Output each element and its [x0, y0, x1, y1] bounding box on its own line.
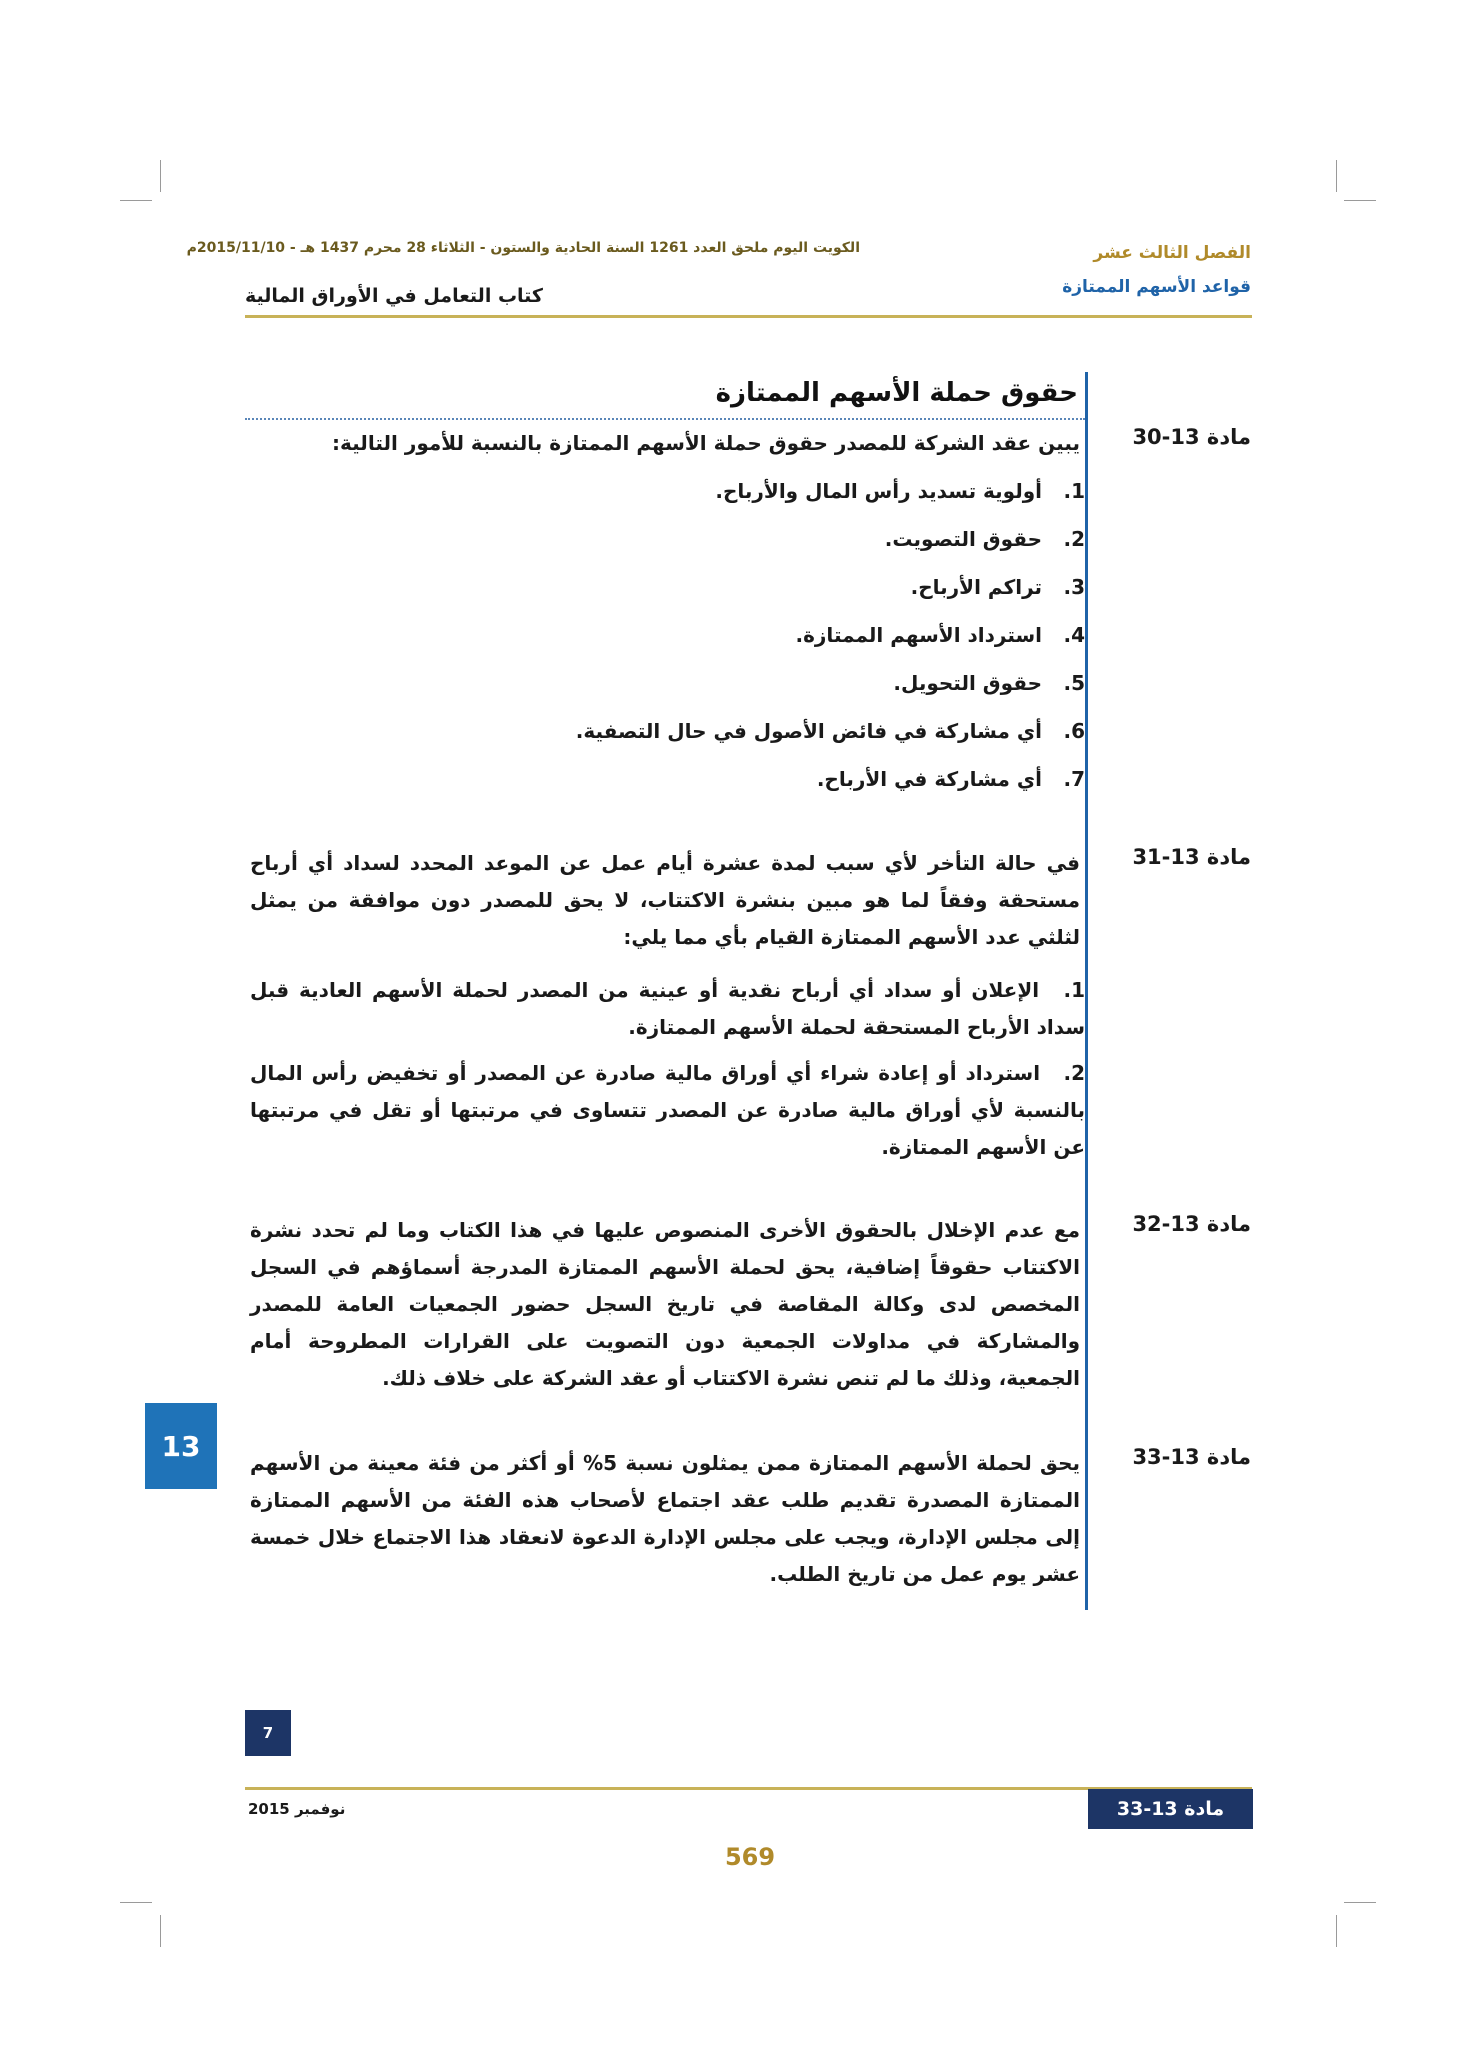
list-item-text: الإعلان أو سداد أي أرباح نقدية أو عينية من المصدر لحملة الأسهم العادية قبل سداد الأرباح المستحقة لحملة الأسهم الممتازة. — [250, 978, 1085, 1039]
list-item-number: 1. — [1063, 978, 1086, 1002]
list-item-number: 3. — [1063, 575, 1085, 599]
crop-mark — [1336, 160, 1337, 192]
article-label: مادة 13-33 — [1132, 1445, 1251, 1469]
list-item-text: حقوق التحويل. — [893, 671, 1043, 695]
page-number: 569 — [724, 1843, 776, 1871]
list-item — [250, 1055, 1085, 1166]
section-title: حقوق حملة الأسهم الممتازة — [715, 378, 1078, 408]
list-item — [250, 665, 1085, 702]
article-intro: في حالة التأخر لأي سبب لمدة عشرة أيام عمل عن الموعد المحدد لسداد أي أرباح مستحقة وفقاً لما هو مبين بنشرة الاكتتاب، لا يحق للمصدر دون موافقة من يمثل لثلثي عدد الأسهم الممتازة القيام بأي مما يلي: — [250, 851, 1080, 949]
crop-mark — [120, 1902, 152, 1903]
section-divider — [245, 418, 1085, 420]
list-item-text: حقوق التصويت. — [884, 527, 1043, 551]
footer-article-range: مادة 13-33 — [1088, 1789, 1253, 1829]
article-label: مادة 13-31 — [1132, 845, 1251, 869]
list-item-number: 2. — [1063, 1061, 1085, 1085]
list-item-number: 6. — [1063, 719, 1085, 743]
list-item — [250, 761, 1085, 798]
crop-mark — [1336, 1915, 1337, 1947]
list-item-number: 2. — [1063, 527, 1085, 551]
article-intro: يحق لحملة الأسهم الممتازة ممن يمثلون نسبة 5% أو أكثر من فئة معينة من الأسهم الممتازة المصدرة تقديم طلب عقد اجتماع لأصحاب هذه الفئة من الأسهم الممتازة إلى مجلس الإدارة، ويجب على مجلس الإدارة الدعوة لانعقاد هذا الاجتماع خلال خمسة عشر يوم عمل من تاريخ الطلب. — [250, 1451, 1080, 1586]
gazette-meta: الكويت اليوم ملحق العدد 1261 السنة الحادية والستون - الثلاثاء 28 محرم 1437 هـ - 2015/11/10م — [186, 240, 860, 256]
list-item-text: أي مشاركة في الأرباح. — [816, 767, 1043, 791]
list-item-text: استرداد أو إعادة شراء أي أوراق مالية صادرة عن المصدر أو تخفيض رأس المال بالنسبة لأي أوراق مالية صادرة عن المصدر تتساوى في مرتبتها أو تقل في مرتبتها عن الأسهم الممتازة. — [250, 1061, 1085, 1159]
list-item-text: أولوية تسديد رأس المال والأرباح. — [715, 479, 1043, 503]
crop-mark — [1344, 200, 1376, 201]
list-item-number: 1. — [1063, 479, 1085, 503]
list-item — [250, 521, 1085, 558]
list-item-number: 7. — [1063, 767, 1085, 791]
article-label: مادة 13-30 — [1132, 425, 1251, 449]
list-item-text: أي مشاركة في فائض الأصول في حال التصفية. — [575, 719, 1043, 743]
list-item — [250, 569, 1085, 606]
list-item — [250, 713, 1085, 750]
header-rule — [245, 315, 1252, 318]
footer-date: نوفمبر 2015 — [248, 1800, 346, 1818]
book-title: كتاب التعامل في الأوراق المالية — [245, 285, 543, 307]
page-box: 7 — [245, 1710, 291, 1756]
chapter-side-tab: 13 — [145, 1403, 217, 1489]
article-label: مادة 13-32 — [1132, 1212, 1251, 1236]
crop-mark — [160, 1915, 161, 1947]
list-item-text: تراكم الأرباح. — [910, 575, 1043, 599]
chapter-number: الفصل الثالث عشر — [1093, 243, 1251, 263]
crop-mark — [160, 160, 161, 192]
list-item — [250, 617, 1085, 654]
list-item-number: 4. — [1063, 623, 1085, 647]
crop-mark — [120, 200, 152, 201]
article-intro: يبين عقد الشركة للمصدر حقوق حملة الأسهم الممتازة بالنسبة للأمور التالية: — [332, 431, 1080, 455]
list-item-text: استرداد الأسهم الممتازة. — [795, 623, 1043, 647]
list-item — [250, 473, 1085, 510]
list-item-number: 5. — [1063, 671, 1085, 695]
article-intro: مع عدم الإخلال بالحقوق الأخرى المنصوص عليها في هذا الكتاب وما لم تحدد نشرة الاكتتاب حقوقاً إضافية، يحق لحملة الأسهم الممتازة المدرجة أسماؤهم في السجل المخصص لدى وكالة المقاصة في تاريخ السجل حضور الجمعيات العامة للمصدر والمشاركة في مداولات الجمعية دون التصويت على القرارات المطروحة أمام الجمعية، وذلك ما لم تنص نشرة الاكتتاب أو عقد الشركة على خلاف ذلك. — [250, 1218, 1080, 1390]
crop-mark — [1344, 1902, 1376, 1903]
chapter-title: قواعد الأسهم الممتازة — [1062, 277, 1251, 297]
content-vertical-rule — [1085, 372, 1088, 1610]
list-item — [250, 972, 1085, 1046]
